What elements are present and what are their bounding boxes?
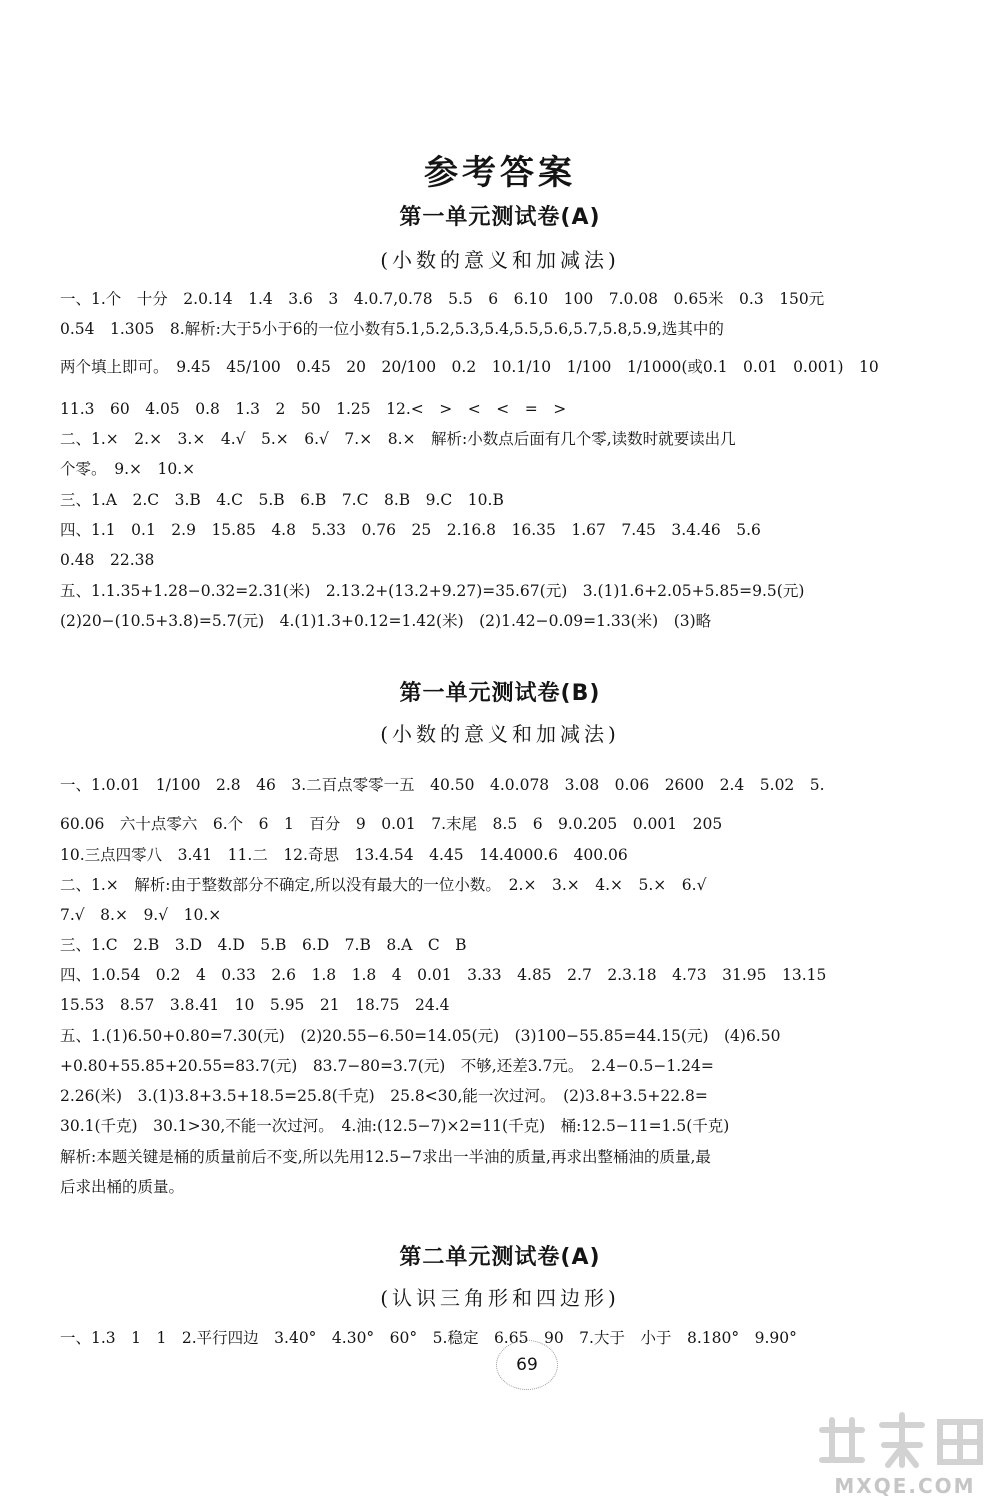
answer-line: 二、1.× 解析:由于整数部分不确定,所以没有最大的一位小数。 2.× 3.× 4.× 5.× 6.√ [60,876,707,894]
answer-line: 15.53 8.57 3.8.41 10 5.95 21 18.75 24.4 [60,996,450,1014]
answer-line: 2.26(米) 3.(1)3.8+3.5+18.5=25.8(千克) 25.8<30,能一次过河。 (2)3.8+3.5+22.8= [60,1087,708,1105]
section-title: 第一单元测试卷(A) [399,205,601,230]
answer-line: 30.1(千克) 30.1>30,不能一次过河。 4.油:(12.5−7)×2=11(千克) 桶:12.5−11=1.5(千克) [60,1117,730,1135]
answer-line: 一、1.3 1 1 2.平行四边 3.40° 4.30° 60° 5.稳定 6.65 90 7.大于 小于 8.180° 9.90° [60,1329,797,1347]
answer-line: 一、1.0.01 1/100 2.8 46 3.二百点零零一五 40.50 4.0.078 3.08 0.06 2600 2.4 5.02 5. [60,776,825,794]
section-title: 第一单元测试卷(B) [399,681,601,706]
section-subtitle: (小数的意义和加减法) [380,248,620,272]
section-subtitle: (认识三角形和四边形) [380,1286,620,1310]
answer-line: (2)20−(10.5+3.8)=5.7(元) 4.(1)1.3+0.12=1.42(米) (2)1.42−0.09=1.33(米) (3)略 [60,612,712,630]
section-subtitle: (小数的意义和加减法) [380,722,620,746]
answer-line: 个零。 9.× 10.× [60,460,196,478]
answer-line: 五、1.(1)6.50+0.80=7.30(元) (2)20.55−6.50=14.05(元) (3)100−55.85=44.15(元) (4)6.50 [60,1027,781,1045]
answer-line: 三、1.C 2.B 3.D 4.D 5.B 6.D 7.B 8.A C B [60,936,467,954]
page-number: 69 [496,1340,558,1390]
answer-line: 四、1.0.54 0.2 4 0.33 2.6 1.8 1.8 4 0.01 3.33 4.85 2.7 2.3.18 4.73 31.95 13.15 [60,966,827,984]
answer-line: 7.√ 8.× 9.√ 10.× [60,906,222,924]
answer-line: 三、1.A 2.C 3.B 4.C 5.B 6.B 7.C 8.B 9.C 10.B [60,491,504,509]
answer-line: 解析:本题关键是桶的质量前后不变,所以先用12.5−7求出一半油的质量,再求出整桶油的质量,最 [60,1148,711,1166]
answer-line: 二、1.× 2.× 3.× 4.√ 5.× 6.√ 7.× 8.× 解析:小数点后面有几个零,读数时就要读出几 [60,430,736,448]
answer-line: 0.54 1.305 8.解析:大于5小于6的一位小数有5.1,5.2,5.3,5.4,5.5,5.6,5.7,5.8,5.9,选其中的 [60,320,724,338]
watermark-text: MXQE.COM [834,1474,976,1498]
answer-line: 0.48 22.38 [60,551,155,569]
answer-line: 五、1.1.35+1.28−0.32=2.31(米) 2.13.2+(13.2+9.27)=35.67(元) 3.(1)1.6+2.05+5.85=9.5(元) [60,582,805,600]
answer-line: 11.3 60 4.05 0.8 1.3 2 50 1.25 12.< > < < = > [60,400,567,418]
answer-line: 一、1.个 十分 2.0.14 1.4 3.6 3 4.0.7,0.78 5.5 6 6.10 100 7.0.08 0.65米 0.3 150元 [60,290,825,308]
page-title: 参考答案 [424,153,576,193]
answer-line: 10.三点四零八 3.41 11.二 12.奇思 13.4.54 4.45 14.4000.6 400.06 [60,846,628,864]
section-title: 第二单元测试卷(A) [399,1245,601,1270]
answer-line: +0.80+55.85+20.55=83.7(元) 83.7−80=3.7(元) 不够,还差3.7元。 2.4−0.5−1.24= [60,1057,714,1075]
answer-line: 四、1.1 0.1 2.9 15.85 4.8 5.33 0.76 25 2.16.8 16.35 1.67 7.45 3.4.46 5.6 [60,521,761,539]
answer-line: 两个填上即可。 9.45 45/100 0.45 20 20/100 0.2 10.1/10 1/100 1/1000(或0.1 0.01 0.001) 10 [60,358,879,376]
answer-line: 后求出桶的质量。 [60,1178,185,1196]
answer-line: 60.06 六十点零六 6.个 6 1 百分 9 0.01 7.末尾 8.5 6 9.0.205 0.001 205 [60,815,723,833]
